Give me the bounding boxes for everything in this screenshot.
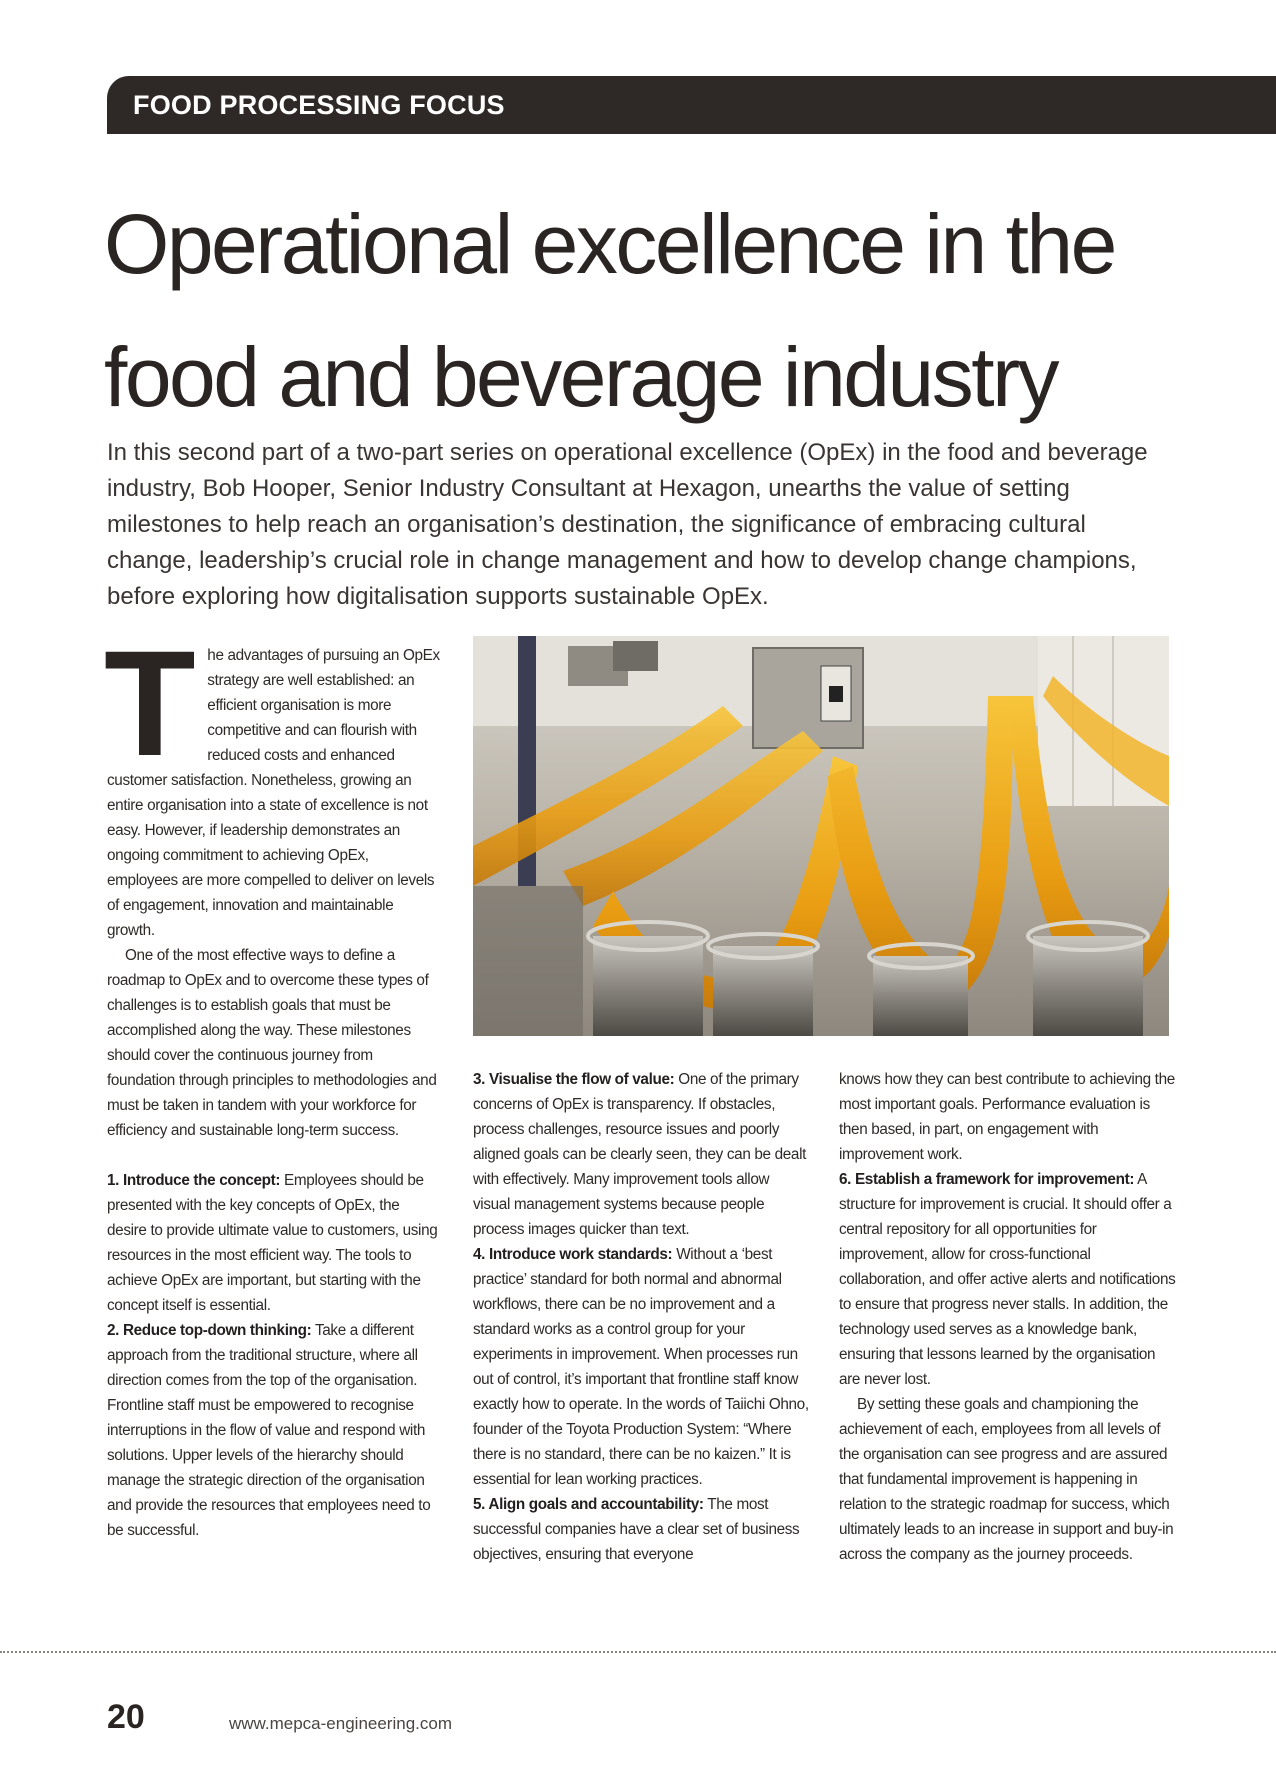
list-item-text: Without a ‘best practice’ standard for both normal and abnormal workflows, there can be no improvement and a standard works as a control group for your experiments in improvement. When processes run out of control, it’s important that frontline staff know exactly how to operate. In the words of Taiichi Ohno, founder of the Toyota Production System: “Where there is no standard, there can be no kaizen.” It is essential for lean working practices. bbox=[473, 1246, 809, 1488]
page-number: 20 bbox=[107, 1698, 145, 1736]
list-item-text: The most successful companies have a clear set of business objectives, ensuring that everyone bbox=[473, 1496, 800, 1563]
list-item-text: Take a different approach from the traditional structure, where all direction comes from the top of the organisation. Frontline staff must be empowered to recognise interruptions in the flow of value and respond with solutions. Upper levels of the hierarchy should manage the strategic direction of the organisation and provide the resources that employees need to be successful. bbox=[107, 1322, 431, 1539]
footer-divider bbox=[0, 1651, 1276, 1653]
article-title: Operational excellence in the food and beverage industry bbox=[104, 197, 1115, 424]
list-item-text: A structure for improvement is crucial. It should offer a central repository for all opportunities for improvement, allow for cross-functional collaboration, and offer active alerts and notifications to ensure that progress never stalls. In addition, the technology used serves as a knowledge bank, ensuring that lessons learned by the organisation are never lost. bbox=[839, 1171, 1176, 1388]
body-column-1 bbox=[104, 619, 440, 1543]
list-item-5 bbox=[473, 1492, 810, 1567]
body-column-2 bbox=[473, 1067, 810, 1567]
body-paragraph: One of the most effective ways to define a roadmap to OpEx and to overcome these types of challenges is to establish goals that must be accomplished along the way. These milestones should cover the continuous journey from foundation through principles to methodologies and must be taken in tandem with your workforce for efficiency and sustainable long-term success. bbox=[107, 947, 437, 1139]
body-paragraph: By setting these goals and championing the achievement of each, employees from all levels of the organisation can see progress and are assured that fundamental improvement is happening in relation to the strategic roadmap for success, which ultimately leads to an increase in support and buy-in across the company as the journey proceeds. bbox=[839, 1396, 1174, 1563]
body-paragraph: knows how they can best contribute to achieving the most important goals. Performance evaluation is then based, in part, on engagement with improvement work. bbox=[839, 1071, 1175, 1163]
list-item-heading: 1. Introduce the concept: bbox=[107, 1172, 281, 1189]
list-item-heading: 5. Align goals and accountability: bbox=[473, 1496, 704, 1513]
list-item-2 bbox=[107, 1318, 440, 1543]
list-item-1 bbox=[107, 1168, 440, 1318]
list-item-4 bbox=[473, 1242, 810, 1492]
body-paragraph: he advantages of pursuing an OpEx strategy are well established: an efficient organisation is more competitive and can flourish with reduced costs and enhanced customer satisfaction. Nonetheless, growing an entire organisation into a state of excellence is not easy. However, if leadership demonstrates an ongoing commitment to achieving OpEx, employees are more compelled to deliver on levels of engagement, innovation and maintainable growth. bbox=[107, 647, 440, 939]
list-item-heading: 2. Reduce top-down thinking: bbox=[107, 1322, 312, 1339]
footer-url: www.mepca-engineering.com bbox=[229, 1714, 452, 1733]
drop-cap: T bbox=[104, 619, 196, 787]
list-item-text: Employees should be presented with the key concepts of OpEx, the desire to provide ultimate value to customers, using resources in the most efficient way. The tools to achieve OpEx are important, but starting with the concept itself is essential. bbox=[107, 1172, 438, 1314]
list-item-6 bbox=[839, 1167, 1179, 1392]
section-header-bar bbox=[107, 76, 1276, 134]
list-item-heading: 4. Introduce work standards: bbox=[473, 1246, 673, 1263]
body-column-3 bbox=[839, 1067, 1179, 1567]
conveyor-photo bbox=[473, 636, 1169, 1036]
list-item-text: One of the primary concerns of OpEx is transparency. If obstacles, process challenges, resource issues and poorly aligned goals can be clearly seen, they can be dealt with effectively. Many improvement tools allow visual management systems because people process images quicker than text. bbox=[473, 1071, 807, 1238]
article-standfirst: In this second part of a two-part series on operational excellence (OpEx) in the food and beverage industry, Bob Hooper, Senior Industry Consultant at Hexagon, unearths the value of setting milestones to help reach an organisation’s destination, the significance of embracing cultural change, leadership’s crucial role in change management and how to develop change champions, before exploring how digitalisation supports sustainable OpEx. bbox=[107, 439, 1148, 610]
list-item-3 bbox=[473, 1067, 810, 1242]
list-item-heading: 6. Establish a framework for improvement: bbox=[839, 1171, 1135, 1188]
list-item-heading: 3. Visualise the flow of value: bbox=[473, 1071, 675, 1088]
section-label: FOOD PROCESSING FOCUS bbox=[133, 90, 505, 120]
